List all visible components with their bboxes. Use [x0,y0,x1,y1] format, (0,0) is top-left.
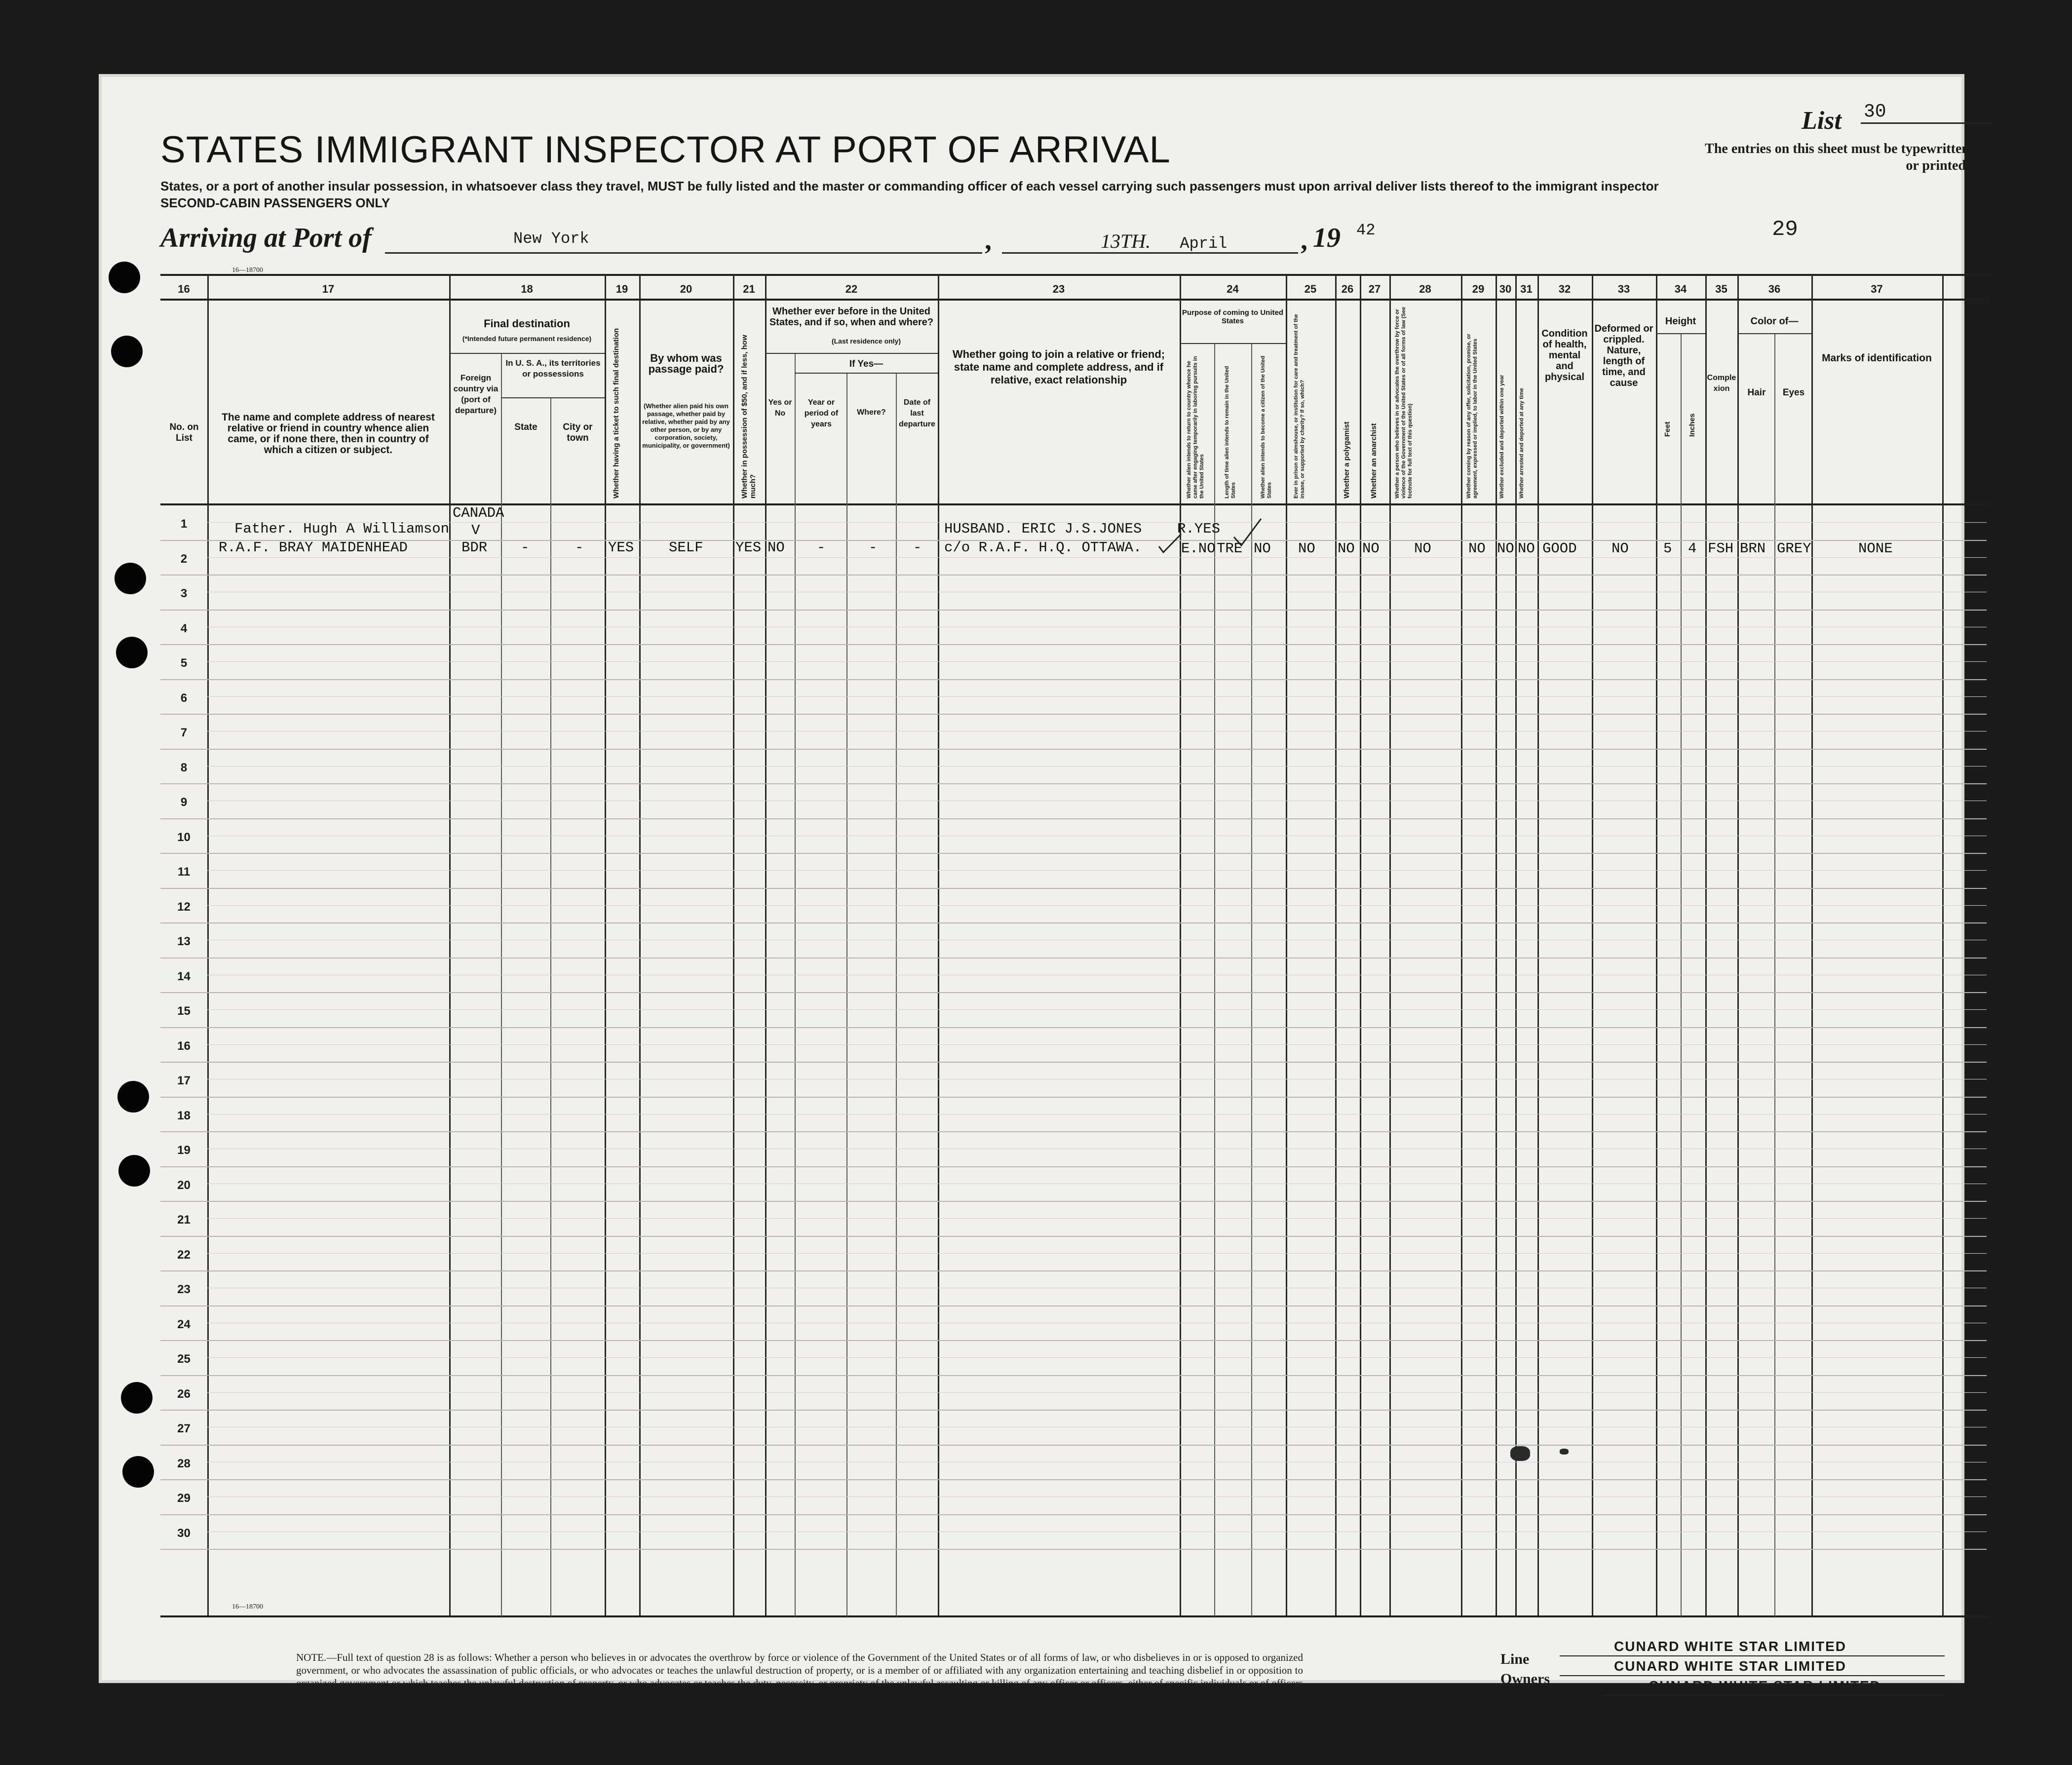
row-subrule [207,1253,1987,1254]
row-rule [160,1166,1987,1167]
hdr-marks: Marks of identification [1822,352,1932,364]
colnum-34: 34 [1674,283,1687,295]
agents-value [1604,1678,1945,1696]
row-number: 18 [177,1109,191,1122]
owners-value-text: CUNARD WHITE STAR LIMITED [1614,1658,1846,1674]
row-rule [160,575,1987,576]
row-number: 6 [180,691,188,705]
hdr-purpose-a: Whether alien intends to return to country whence he came after engaging temporarily in laboring pursuits in the United States [1186,356,1205,499]
row-rule [160,853,1987,854]
col-divider [1811,274,1813,1616]
col-divider [1389,274,1391,1616]
comma-2: , [1301,225,1307,256]
row-number: 13 [177,935,191,948]
entry-date-departure: - [913,539,922,556]
colnum-16: 16 [178,283,190,295]
col-divider [938,274,939,1616]
hdr-purpose-c: Whether alien intends to become a citizen of the United States [1260,355,1272,499]
col-divider [639,274,641,1616]
instructions [160,178,1690,211]
col-divider [1705,274,1707,1616]
hdr-hair: Hair [1747,387,1766,398]
entry-q31: NO [1518,540,1535,557]
entry-purpose-a-line1: R.YES [1177,521,1221,537]
row-rule [160,1201,1987,1202]
row-subrule [207,557,1987,558]
hdr-polygamist: Whether a polygamist [1343,422,1351,499]
row-rule [160,1270,1987,1271]
manifest-sheet [99,74,1969,1709]
row-rule [160,992,1987,993]
hdr-inches: Inches [1688,413,1696,437]
arriving-label: Arriving at Port of [160,223,372,253]
row-number: 10 [177,830,191,844]
row-subrule [207,1044,1987,1045]
colnum-24: 24 [1227,283,1239,295]
subheader-rule [795,373,938,374]
entry-joining-line1: HUSBAND. ERIC J.S.JONES [944,521,1142,537]
row-number: 25 [177,1352,191,1366]
row-rule [160,1305,1987,1306]
hdr-ever-before: Whether ever before in the United States, and if so, when and where? [769,306,934,328]
entry-foreign-line2: V [471,522,480,538]
row-number: 14 [177,969,191,983]
colnum-23: 23 [1052,283,1065,295]
row-number: 30 [177,1526,191,1540]
row-rule [160,610,1987,611]
row-number: 29 [177,1492,191,1505]
subheader-rule [449,353,605,354]
row-number: 17 [177,1074,191,1087]
col-divider [1180,274,1181,1616]
col-divider [207,274,209,1616]
punch-hole [109,262,140,293]
row-subrule [207,905,1987,906]
col-divider [1496,274,1497,1616]
sheet-number: 29 [1772,217,1798,242]
entry-city: - [575,539,584,556]
hdr-eyes: Eyes [1782,387,1805,398]
entry-ticket: YES [608,539,634,556]
col-divider [846,373,847,1616]
line-value-text: CUNARD WHITE STAR LIMITED [1614,1639,1846,1654]
row-rule [160,888,1987,889]
hdr-q31: Whether arrested and deported at any time [1519,388,1525,499]
hdr-joining-relative: Whether going to join a relative or friend; state name and complete address, and if relative, exact relationship [952,348,1165,386]
colnum-33: 33 [1617,283,1630,295]
instructions-line-2: SECOND-CABIN PASSENGERS ONLY [160,195,390,210]
line-label: Line [1500,1651,1530,1667]
question-28-note: NOTE.—Full text of question 28 is as follows: Whether a person who believes in or advocates the overthrow by force or violence of the Government of the United States or of all forms of law, or who disbelieves in or is opposed to organized government, or who advocates the assassination of public officials, or who advocates or teaches the unlawful destruction of property, or is a member of or affiliated with any organization entertaining and teaching disbelief in or opposition to organized government or which teaches the unlawful destruction of property, or who advocates or teaches the duty, necessity, or propriety of the unlawful assaulting or killing of any officer or officers, either of specific individuals or of officers generally, of the Government of the United States or of any other organized government because of his or their official character. [296,1651,1303,1702]
entry-health: GOOD [1542,540,1577,557]
col-divider [896,373,897,1616]
row-rule [160,783,1987,784]
owners-value [1560,1658,1945,1676]
manifest-grid [160,274,1987,1616]
row-number: 12 [177,900,191,914]
row-rule [160,922,1987,923]
hdr-city: City or town [563,422,593,443]
row-rule [160,714,1987,715]
col-divider [1461,274,1462,1616]
entry-polygamist: NO [1338,540,1355,557]
colnum-17: 17 [322,283,335,295]
punch-hole [117,1081,149,1113]
hdr-where: Where? [857,408,886,417]
header-bottom-rule [160,503,1987,505]
subheader-rule [1737,333,1811,334]
entry-state: - [521,539,530,556]
hdr-color-of: Color of— [1750,316,1799,327]
subheader-rule [1180,343,1286,344]
row-rule [160,1062,1987,1063]
hdr-final-destination: Final destination [484,317,570,330]
colnum-21: 21 [743,283,755,295]
hdr-passage-note: (Whether alien paid his own passage, whether paid by relative, whether paid by any other person, or by any corporation, society, municipality, or government) [642,402,730,449]
row-number: 16 [177,1039,191,1053]
row-subrule [207,661,1987,662]
row-number: 4 [180,621,188,635]
row-number: 22 [177,1248,191,1262]
hdr-passage-paid: By whom was passage paid? [648,352,724,375]
col-divider [1592,274,1593,1616]
row-subrule [207,1496,1987,1497]
colnum-25: 25 [1304,283,1317,295]
row-rule [160,1514,1987,1515]
col-divider [733,274,734,1616]
row-number: 23 [177,1283,191,1296]
row-subrule [207,1218,1987,1219]
colnum-18: 18 [521,283,533,295]
row-number: 3 [180,587,188,600]
hdr-state: State [514,422,537,432]
row-number: 9 [180,796,188,809]
row-number: 20 [177,1178,191,1192]
entry-foreign-line3: BDR [461,539,488,556]
entry-purpose-b: TRE [1217,540,1243,557]
row-number: 8 [180,761,188,774]
entry-joining-line2: c/o R.A.F. H.Q. OTTAWA. [944,539,1142,556]
colnum-37: 37 [1871,283,1883,295]
check-mark-icon [1231,515,1276,549]
col-divider [449,274,451,1616]
row-rule [160,818,1987,819]
row-number: 26 [177,1387,191,1401]
check-mark-icon [1156,532,1186,556]
hdr-ticket: Whether having a ticket to such final destination [612,328,620,499]
hdr-year-period: Year or period of years [804,398,839,428]
punch-hole [122,1456,154,1488]
col-divider [1360,274,1361,1616]
hdr-money: Whether in possession of $50, and if less, how much? [740,335,757,499]
col-divider [1942,274,1944,1616]
day-value: 13TH. [1101,230,1151,252]
colnum-27: 27 [1368,283,1381,295]
colnum-28: 28 [1419,283,1431,295]
punch-hole [121,1382,153,1414]
hdr-no-on-list: No. on List [169,422,199,443]
row-number: 28 [177,1457,191,1470]
owners-label: Owners [1500,1671,1550,1687]
row-subrule [207,696,1987,697]
row-rule [160,1445,1987,1446]
hdr-yes-no: Yes or No [768,398,792,418]
row-number: 19 [177,1144,191,1157]
hdr-q29: Whether coming by reason of any offer, solicitation, promise, or agreement, expressed or implied, to labor in the United States [1466,334,1478,499]
entry-marks: NONE [1858,540,1893,557]
hdr-purpose-b: Length of time alien intends to remain in the United States [1224,366,1236,499]
hdr-if-yes: If Yes— [849,359,883,369]
colnum-20: 20 [680,283,692,295]
entry-where: - [869,539,878,556]
ink-smudge [1510,1446,1530,1461]
hdr-in-usa: In U. S. A., its territories or possessions [505,358,601,379]
hdr-height: Height [1665,316,1696,327]
instructions-line-1: States, or a port of another insular possession, in whatsoever class they travel, MUST be fully listed and the master or commanding officer of each vessel carrying such passengers must upon arrival deliver lists thereof to the immigrant inspector [160,179,1659,193]
colnum-32: 32 [1558,283,1571,295]
entry-q29: NO [1468,540,1486,557]
row-number: 24 [177,1317,191,1331]
col-divider [1737,274,1739,1616]
row-number: 7 [180,726,188,739]
row-rule [160,749,1987,750]
punch-hole [115,563,146,594]
entry-hair: BRN [1740,540,1766,557]
entry-year-period: - [817,539,826,556]
row-number: 27 [177,1422,191,1435]
hdr-prison: Ever in prison or almshouse, or institution for care and treatment of the insane, or supported by charity? If so, which? [1293,314,1305,499]
entry-feet: 5 [1663,540,1672,557]
entry-passage: SELF [669,539,703,556]
hdr-q30: Whether excluded and deported within one year [1499,375,1505,499]
colnum-31: 31 [1520,283,1533,295]
row-subrule [207,1009,1987,1010]
entry-deformed: NO [1612,540,1629,557]
row-subrule [207,1392,1987,1393]
entry-q30: NO [1497,540,1514,557]
entry-q28: NO [1414,540,1431,557]
line-value [1560,1639,1945,1656]
col-divider [1515,274,1517,1616]
typewriter-note: The entries on this sheet must be typewritten or printed. [1705,141,1969,173]
entry-relative-line2: R.A.F. BRAY MAIDENHEAD [219,539,408,556]
punch-hole [118,1155,150,1187]
hdr-purpose: Purpose of coming to United States [1182,308,1283,325]
row-rule [160,1375,1987,1376]
row-number: 2 [180,552,188,566]
row-number: 11 [177,865,191,879]
entry-inches: 4 [1688,540,1697,557]
hdr-last-residence: (Last residence only) [831,337,901,345]
list-number: 30 [1861,101,1992,124]
entry-relative-line1: Father. Hugh A Williamson [234,521,450,537]
entry-foreign-line1: CANADA [453,505,504,521]
form-code-top: 16—18700 [232,267,263,274]
row-rule [160,1131,1987,1132]
list-label: List [1802,107,1842,135]
row-rule [160,1027,1987,1028]
row-rule [160,1479,1987,1480]
note-form-code: 16—18700 [1170,1702,1201,1709]
colnum-26: 26 [1341,283,1354,295]
hdr-date-departure: Date of last departure [899,398,935,428]
entry-prison: NO [1298,540,1315,557]
grid-bottom-border [160,1615,1987,1617]
colnum-29: 29 [1472,283,1485,295]
entry-money: YES [735,539,762,556]
colnum-30: 30 [1499,283,1512,295]
hdr-feet: Feet [1663,422,1672,437]
row-rule [160,679,1987,680]
port-value: New York [513,230,589,248]
entry-ever-before: NO [767,539,785,556]
col-divider [550,397,551,1616]
row-rule [160,1410,1987,1411]
row-rule [160,644,1987,645]
year-prefix: 19 [1313,223,1341,253]
entry-complexion: FSH [1708,540,1734,557]
row-subrule [207,766,1987,767]
punch-hole [111,336,143,367]
agents-value-text: CUNARD WHITE STAR LIMITED [1649,1678,1881,1693]
hdr-q28: Whether a person who believes in or advocates the overthrow by force or violence of the Government of the United States or of all forms of law (See footnote for full text of this question) [1394,307,1413,499]
row-number: 1 [180,517,188,531]
row-rule [160,1236,1987,1237]
hdr-nearest-relative: The name and complete address of nearest relative or friend in country whence alien came, or if none there, then in country of which a citizen or subject. [222,412,435,456]
row-number: 15 [177,1004,191,1018]
ink-smudge [1560,1449,1569,1455]
col-divider [605,274,606,1616]
subheader-rule [1656,333,1705,334]
row-subrule [207,870,1987,871]
hdr-anarchist: Whether an anarchist [1370,423,1378,499]
year-suffix: 42 [1356,221,1376,239]
col-divider [765,274,767,1616]
date-field [1002,230,1298,254]
agents-label: Local Agents [1500,1690,1582,1707]
row-number: 21 [177,1213,191,1227]
hdr-health: Condition of health, mental and physical [1541,328,1588,383]
hdr-foreign-country: Foreign country via (port of departure) [453,373,499,415]
subheader-rule [501,397,605,398]
colnum-22: 22 [845,283,858,295]
month-value: April [1180,234,1228,253]
col-divider [1286,274,1287,1616]
colnum-19: 19 [615,283,628,295]
row-rule [160,1097,1987,1098]
hdr-complexion: Complexion [1707,374,1736,393]
row-rule [160,1549,1987,1550]
grid-top-border [160,274,1987,276]
form-title: STATES IMMIGRANT INSPECTOR AT PORT OF ARRIVAL [160,129,1171,171]
form-code-bottom: 16—18700 [232,1603,263,1611]
colnum-35: 35 [1715,283,1727,295]
punch-hole [116,637,148,668]
port-field [385,230,982,254]
row-rule [160,1340,1987,1341]
colnum-rule [160,299,1987,301]
colnum-36: 36 [1768,283,1781,295]
entry-purpose-a-line2: E.NO [1181,540,1216,557]
hdr-deformed: Deformed or crippled. Nature, length of time, and cause [1594,323,1653,388]
subheader-rule [765,353,938,354]
col-divider [1537,274,1539,1616]
row-rule [160,958,1987,959]
entry-eyes: GREY [1777,540,1811,557]
col-divider [1335,274,1337,1616]
entry-anarchist: NO [1362,540,1380,557]
comma-1: , [985,225,992,256]
hdr-final-destination-note: (*Intended future permanent residence) [462,335,592,343]
col-divider [1656,274,1657,1616]
row-subrule [207,1357,1987,1358]
entry-purpose-c: NO [1254,540,1271,557]
row-number: 5 [180,656,188,670]
